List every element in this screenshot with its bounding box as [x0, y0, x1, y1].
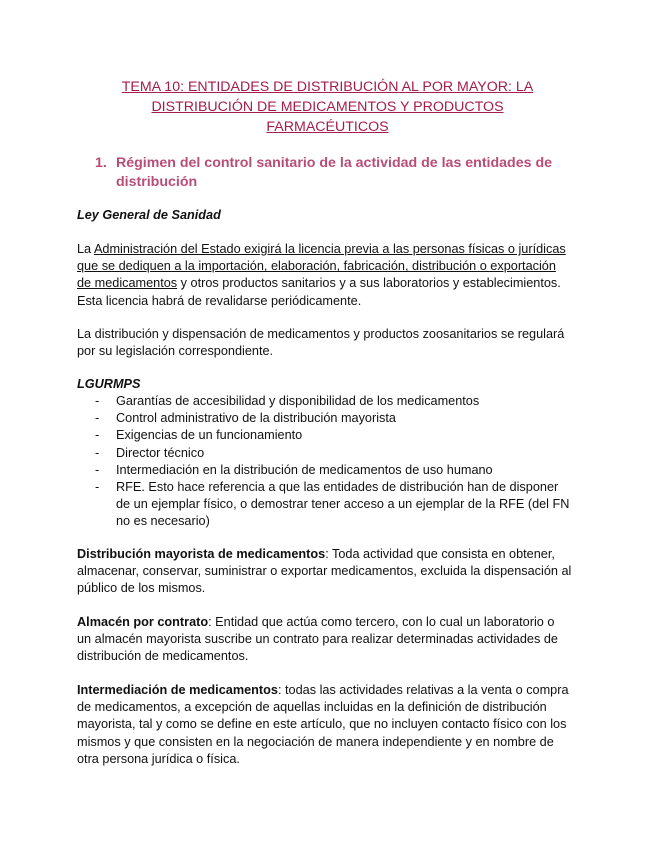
list-item: - Director técnico — [95, 445, 205, 460]
list-item: - Control administrativo de la distribución mayorista — [95, 411, 396, 426]
list-item: - Intermediación en la distribución de medicamentos de uso humano — [95, 462, 493, 477]
title-line-1: TEMA 10: ENTIDADES DE DISTRIBUCIÓN AL POR MAYOR: LA — [121, 79, 534, 95]
list-item-rfe: - RFE. Esto hace referencia a que las entidades de distribución han de disponer de un ejemplar físico, o demostrar tener acceso a un ejemplar de la RFE (del FN no es necesario) — [95, 480, 570, 529]
lgurmps-heading: LGURMPS — [77, 377, 141, 391]
ley-p1-underline-1: Administración del Estado exigirá la licencia previa a las personas físicas o jurídicas — [93, 242, 566, 256]
definition-term: Distribución mayorista de medicamentos — [77, 547, 326, 561]
list-item: - Garantías de accesibilidad y disponibilidad de los medicamentos — [95, 394, 480, 408]
ley-p1-underline-2: que se dediquen a la importación, elaboración, fabricación, distribución o exportación — [77, 259, 556, 274]
definition-term: Almacén por contrato — [77, 615, 209, 629]
ley-heading: Ley General de Sanidad — [77, 208, 221, 222]
page-title — [60, 77, 595, 137]
section-heading-line-1: Régimen del control sanitario de la actividad de las entidades de — [116, 155, 552, 171]
ley-p2-line-2: por su legislación correspondiente. — [77, 344, 274, 359]
list-item: - Exigencias de un funcionamiento — [95, 428, 303, 443]
section-number: 1. — [95, 155, 107, 171]
ley-paragraph-1 — [77, 241, 587, 310]
lgurmps-list — [95, 393, 585, 531]
definition-intermediacion: Intermediación de medicamentos: todas las actividades relativas a la venta o compra de medicamentos, a excepción de aquellas incluidas en la definición de distribución mayorista, tal y como se define en este artículo, que no incluyen contacto físico con los mismos y que consisten en la negociación de manera independiente y en nombre de otra persona jurídica o física. — [77, 683, 569, 766]
definition-term: Intermediación de medicamentos — [77, 683, 278, 697]
definition-almacen-por-contrato: Almacén por contrato: Entidad que actúa como tercero, con lo cual un laboratorio o un almacén mayorista suscribe un contrato para realizar determinadas actividades de distribución de medicamentos. — [77, 615, 558, 664]
definition-distribucion-mayorista: Distribución mayorista de medicamentos: Toda actividad que consista en obtener, almacenar, conservar, suministrar o exportar medicamentos, excluida la dispensación al público de los mismos. — [77, 547, 572, 596]
ley-p1-line-4: Esta licencia habrá de revalidarse periódicamente. — [77, 293, 362, 308]
title-line-3: FARMACÉUTICOS — [266, 119, 389, 135]
ley-p1-underline-3: de medicamentos — [77, 276, 178, 291]
ley-p2-line-1: La distribución y dispensación de medicamentos y productos zoosanitarios se regulará — [77, 327, 565, 341]
title-line-2: DISTRIBUCIÓN DE MEDICAMENTOS Y PRODUCTOS — [151, 99, 504, 115]
section-heading-line-2: distribución — [116, 174, 198, 190]
ley-paragraph-2 — [77, 326, 587, 360]
ley-p1-intro: La — [77, 242, 94, 256]
ley-p1-rest-3: y otros productos sanitarios y a sus laboratorios y establecimientos. — [177, 276, 561, 291]
